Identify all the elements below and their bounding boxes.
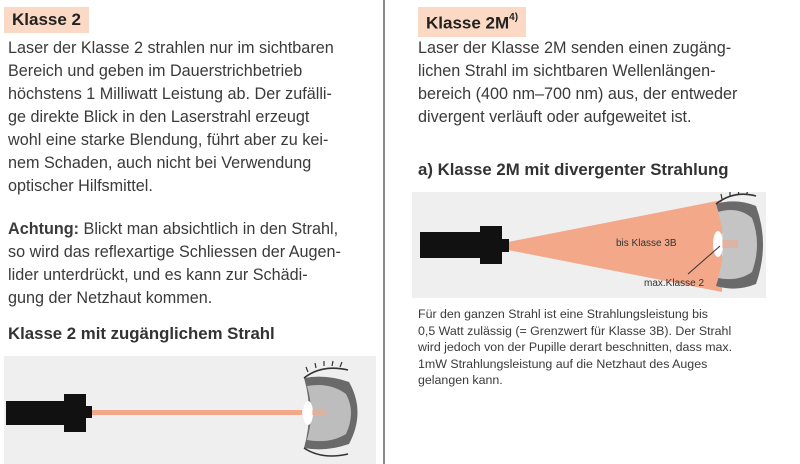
label-inner: max.Klasse 2: [644, 278, 705, 289]
text-line: Bereich und geben im Dauerstrichbetrieb: [8, 62, 303, 80]
label-outer: bis Klasse 3B: [616, 238, 677, 249]
warning-label: Achtung:: [8, 220, 80, 238]
text-line: divergent verläuft oder aufgeweitet ist.: [418, 108, 692, 126]
text-line: nem Schaden, auch nicht bei Verwendung: [8, 154, 312, 172]
text-line: höchstens 1 Milliwatt Leistung ab. Der zufälli-: [8, 85, 332, 103]
laser-device-icon: [420, 226, 509, 264]
class-2m-description: [418, 37, 798, 129]
class-2-figure-title: Klasse 2 mit zugänglichem Strahl: [8, 324, 275, 343]
eye-icon: [713, 192, 763, 289]
text-line: lichen Strahl im sichtbaren Wellenlängen-: [418, 62, 716, 80]
text-line: lider unterdrückt, und es kann zur Schädi-: [8, 266, 308, 284]
class-2-badge: Klasse 2: [4, 7, 89, 33]
text-line: wohl eine starke Blendung, führt aber zu kei-: [8, 131, 329, 149]
text-line: optischer Hilfsmittel.: [8, 177, 153, 195]
text-line: ge direkte Blick in den Laserstrahl erzeugt: [8, 108, 310, 126]
text-line: 1mW Strahlungsleistung auf die Netzhaut des Auges: [418, 356, 708, 371]
text-line: gung der Netzhaut kommen.: [8, 289, 213, 307]
column-divider: [383, 0, 385, 464]
text-line: gelangen kann.: [418, 373, 503, 387]
text-line: Achtung: Blickt man absichtlich in den Strahl,: [8, 220, 339, 238]
text-line: so wird das reflexartige Schliessen der Augen-: [8, 243, 341, 261]
text-line: bereich (400 nm–700 nm) aus, der entweder: [418, 85, 738, 103]
eye-icon: [303, 361, 358, 456]
text-line: Laser der Klasse 2 strahlen nur im sichtbaren: [8, 39, 334, 57]
laser-device-icon: [6, 394, 92, 432]
laser-beam: [88, 410, 302, 415]
class-2-diagram: [4, 356, 376, 464]
class-2m-diagram: [412, 192, 766, 298]
text-line: 0,5 Watt zulässig (= Grenzwert für Klasse 3B). Der Strahl: [418, 323, 732, 338]
class-2-warning: [8, 218, 376, 310]
class-2m-figure-title: a) Klasse 2M mit divergenter Strahlung: [418, 160, 729, 179]
class-2m-caption: [418, 306, 798, 389]
text-line: Für den ganzen Strahl ist eine Strahlungsleistung bis: [418, 307, 708, 321]
text-line: wird jedoch von der Pupille derart beschnitten, dass max.: [418, 340, 733, 354]
text-line: Laser der Klasse 2M senden einen zugäng-: [418, 39, 732, 57]
class-2-description: [8, 37, 376, 198]
class-2m-badge: Klasse $2M^{4)}$: [418, 7, 526, 37]
